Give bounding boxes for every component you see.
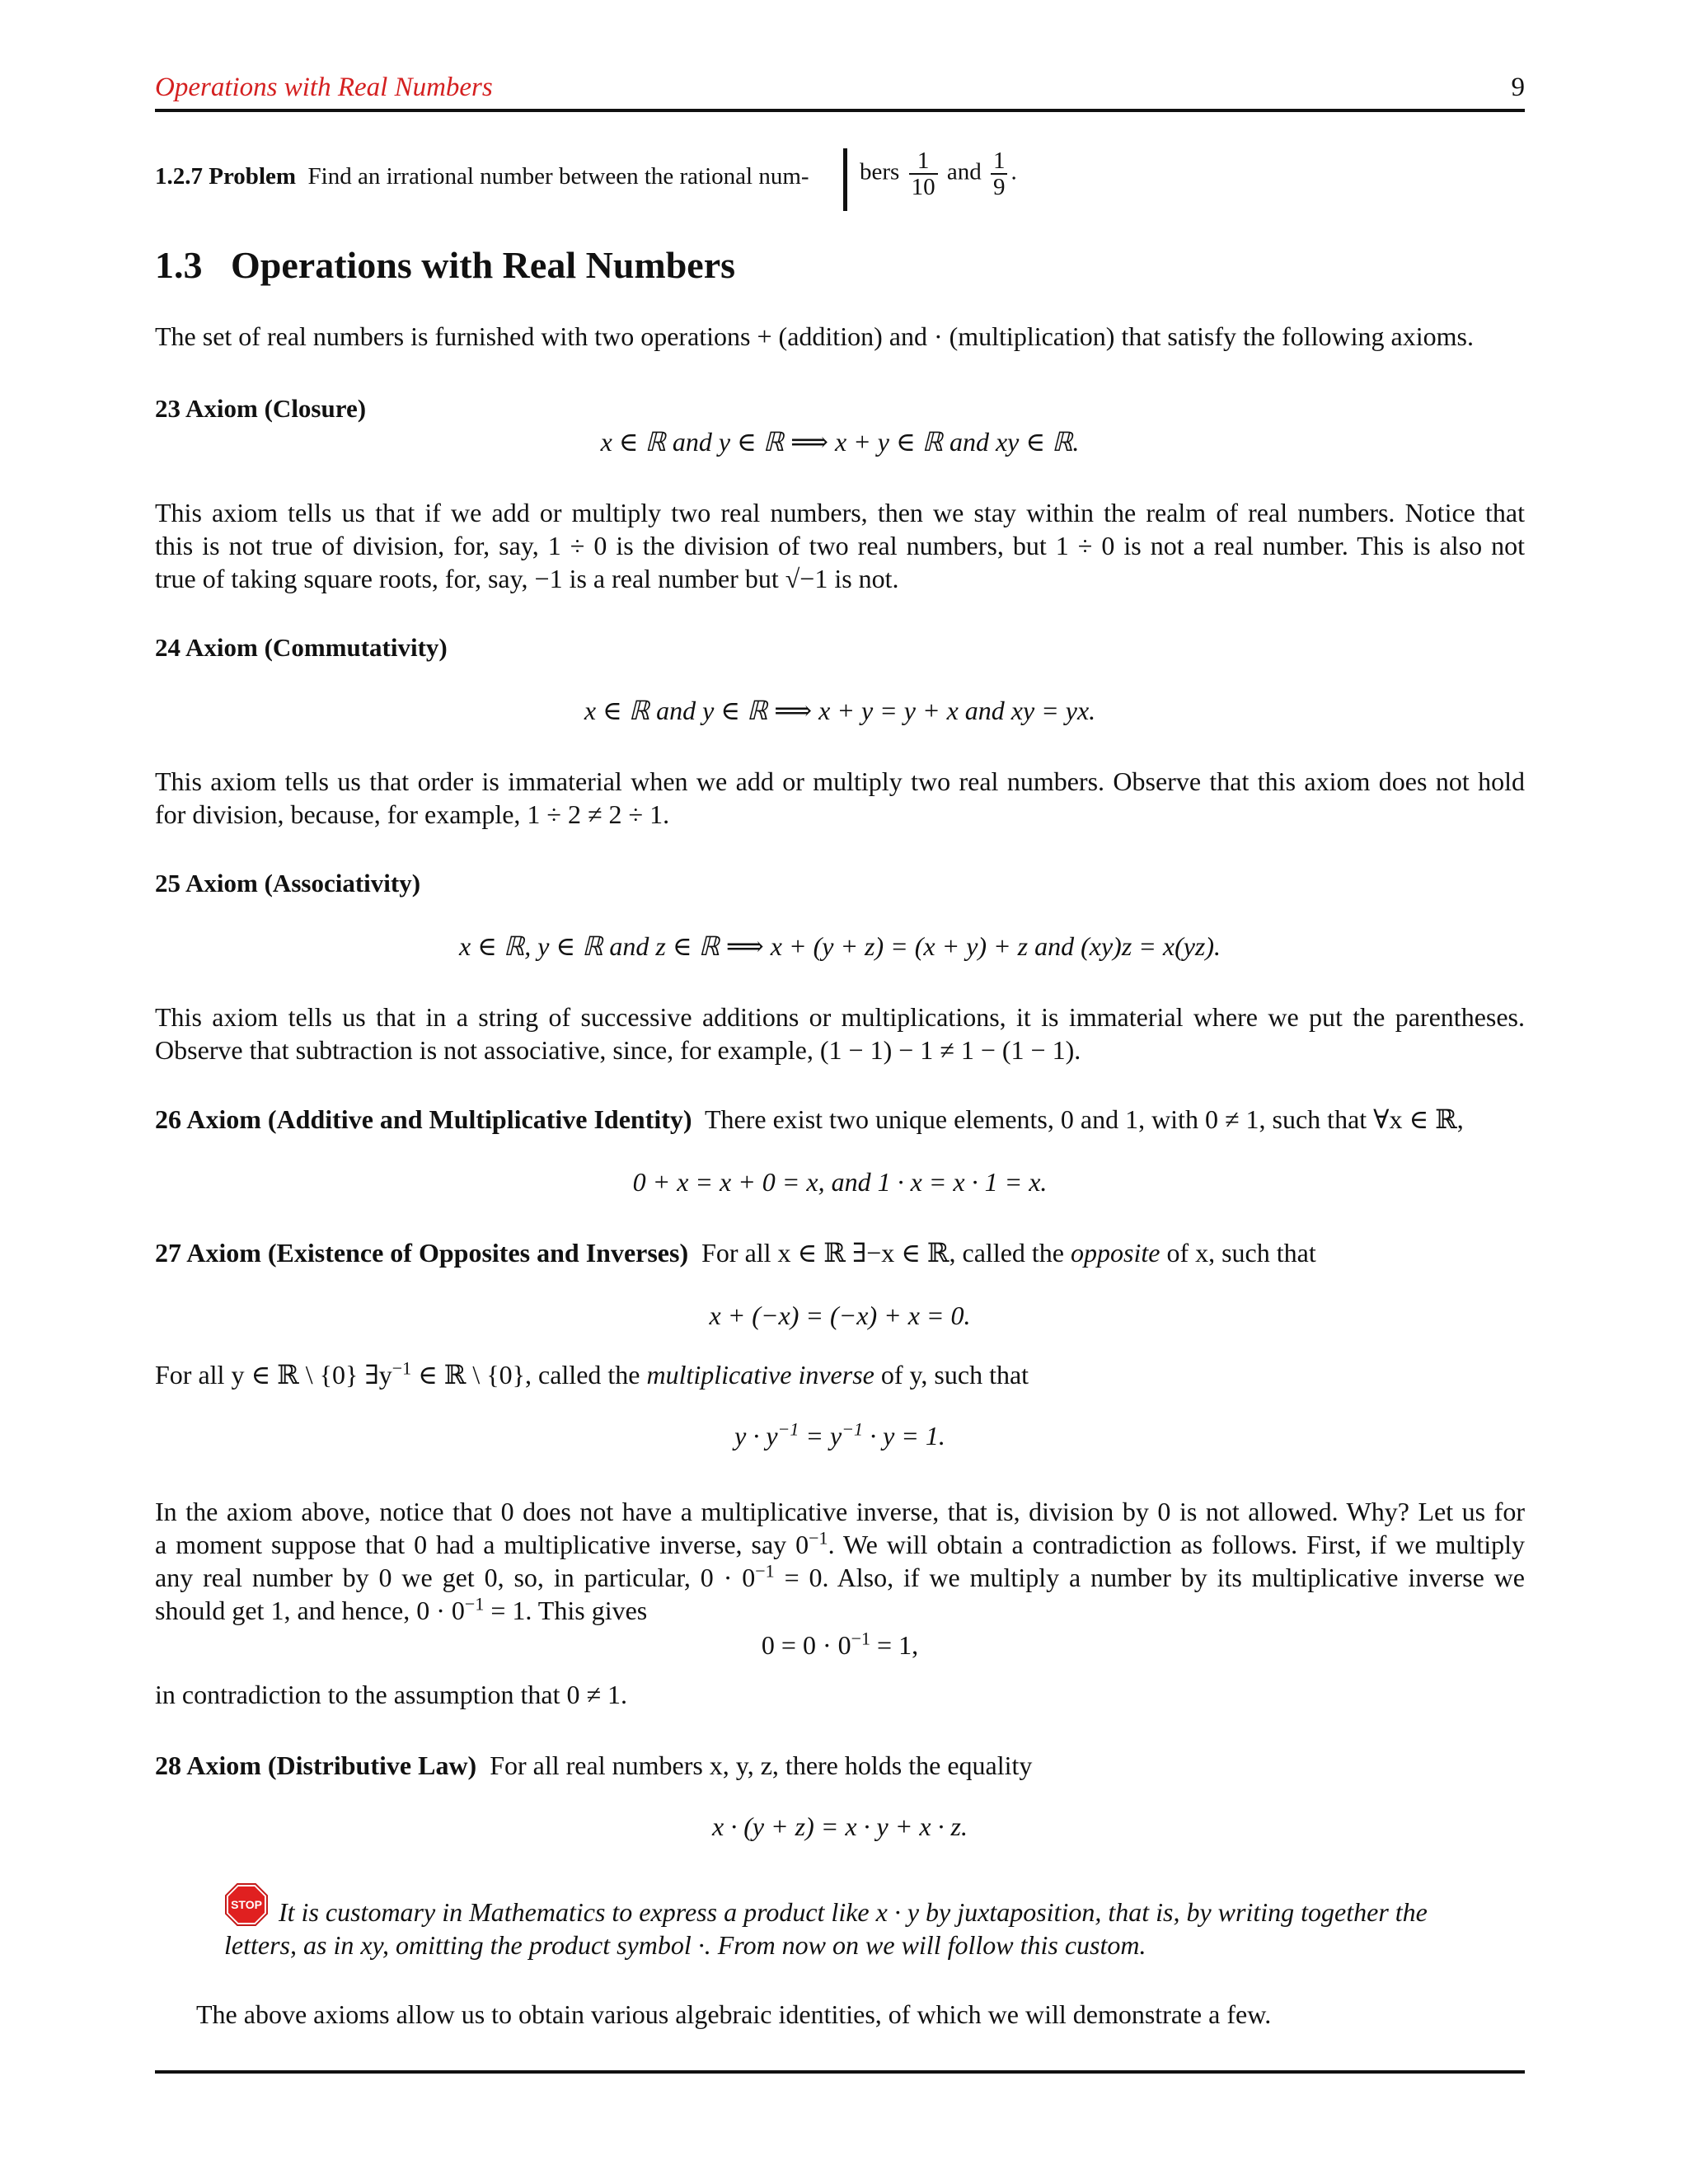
axiom-28-line <box>155 1749 1032 1782</box>
contradiction-formula: $0 = 0 \cdot 0^{-1} = 1$, <box>761 1628 919 1660</box>
stop-sign-icon <box>224 1882 269 1927</box>
problem-text-continued: bers <box>860 158 900 185</box>
axiom-25-formula: x ∈ ℝ, y ∈ ℝ and z ∈ ℝ ⟹ x + (y + z) = (x + y) + z and (xy)z = x(yz). <box>458 931 1221 961</box>
page-header <box>155 68 1525 112</box>
axiom-27-heading: 27 Axiom (Existence of Opposites and Inverses) <box>155 1238 689 1268</box>
axiom-27-formula-inverse: $y \cdot y^{-1} = y^{-1} \cdot y = 1$. <box>734 1418 945 1451</box>
axiom-23-explanation: This axiom tells us that if we add or multiply two real numbers, then we stay within the realm of real numbers. Notice that this is not true of division, for, say, 1 ÷ 0 is the division of two real numbers, but 1 ÷ 0 is not a real number. This is also not true of taking square roots, for, say, −1 is a real number but √−1 is not. <box>155 498 1525 593</box>
axiom-26-line <box>155 1103 1464 1136</box>
axiom-27-inverse-line: For all y ∈ ℝ \ {0} $\exists y^{-1}$ ∈ ℝ \ {0}, called the multiplicative inverse of y, such that <box>155 1357 1029 1390</box>
axiom-28-text: For all real numbers x, y, z, there holds the equality <box>490 1750 1033 1780</box>
stop-sign-label: STOP <box>231 1898 262 1911</box>
axiom-25-heading: 25 Axiom (Associativity) <box>155 869 421 898</box>
axiom-24-formula: x ∈ ℝ and y ∈ ℝ ⟹ x + y = y + x and xy = yx. <box>584 696 1096 725</box>
footer-rule <box>155 2070 1525 2074</box>
inverse-discussion: In the axiom above, notice that 0 does not have a multiplicative inverse, that is, division by 0 is not allowed. Why? Let us for a moment suppose that 0 had a multiplicative inverse, say $0^{-1}$. We will obtain a contradiction as follows. First, if we multiply any real number by 0 we get 0, so, in particular, $0 \cdot 0^{-1} = 0$. Also, if we multiply a number by its multiplicative inverse we should get 1, and hence, $0 \cdot 0^{-1} = 1$. This gives <box>155 1497 1526 1625</box>
contradiction-conclusion: in contradiction to the assumption that 0 ≠ 1. <box>155 1680 628 1709</box>
axiom-28-formula: x · (y + z) = x · y + x · z. <box>711 1811 968 1841</box>
axiom-26-text: There exist two unique elements, 0 and 1, with 0 ≠ 1, such that ∀x ∈ ℝ, <box>704 1104 1464 1134</box>
fraction-one-ninth: $\frac{1}{9}$ <box>991 148 1008 199</box>
problem-divider <box>843 148 847 211</box>
term-opposite: opposite <box>1071 1238 1160 1268</box>
intro-paragraph: The set of real numbers is furnished with two operations + (addition) and · (multiplication) that satisfy the following axioms. <box>155 321 1474 351</box>
page-number: 9 <box>1511 73 1525 102</box>
problem-text: Find an irrational number between the rational num- <box>307 163 809 190</box>
axiom-25-explanation: This axiom tells us that in a string of successive additions or multiplications, it is immaterial where we put the parentheses. Observe that subtraction is not associative, since, for example, (1 − 1) − 1 ≠ 1 − (1 − 1). <box>155 1002 1525 1065</box>
problem-label: 1.2.7 Problem <box>155 163 297 190</box>
axiom-24-explanation: This axiom tells us that order is immaterial when we add or multiply two real numbers. Observe that this axiom does not hold for division, because, for example, 1 ÷ 2 ≠ 2 ÷ 1. <box>155 766 1525 829</box>
axiom-26-formula: 0 + x = x + 0 = x, and 1 · x = x · 1 = x. <box>632 1167 1048 1197</box>
remark-line-1: It is customary in Mathematics to express a product like x · y by juxtaposition, that is, by writing together the <box>279 1897 1428 1927</box>
closing-paragraph: The above axioms allow us to obtain various algebraic identities, of which we will demonstrate a few. <box>196 1999 1272 2029</box>
problem-and: and <box>946 158 982 185</box>
fraction-one-tenth: $\frac{1}{10}$ <box>909 148 938 199</box>
axiom-23-formula: x ∈ ℝ and y ∈ ℝ ⟹ x + y ∈ ℝ and xy ∈ ℝ. <box>600 427 1080 457</box>
axiom-24-heading: 24 Axiom (Commutativity) <box>155 633 448 662</box>
axiom-28-heading: 28 Axiom (Distributive Law) <box>155 1750 477 1780</box>
remark-line-2: letters, as in xy, omitting the product symbol ·. From now on we will follow this custom. <box>224 1930 1146 1960</box>
axiom-27-formula-opposite: x + (−x) = (−x) + x = 0. <box>709 1301 971 1330</box>
running-title: Operations with Real Numbers <box>155 73 493 102</box>
axiom-26-heading: 26 Axiom (Additive and Multiplicative Identity) <box>155 1104 692 1134</box>
section-title: 1.3 Operations with Real Numbers <box>155 244 736 286</box>
axiom-23-heading: 23 Axiom (Closure) <box>155 394 367 423</box>
problem-1-2-7: 1.2.7 Problem Find an irrational number between the rational num- bers $\frac{1}{10}$ and $\frac{1}{9}$ . <box>155 148 1144 214</box>
term-multiplicative-inverse: multiplicative inverse <box>646 1360 874 1390</box>
axiom-27-line: 27 Axiom (Existence of Opposites and Inverses) For all x ∈ ℝ ∃−x ∈ ℝ, called the opposite of x, such that <box>155 1238 1316 1268</box>
